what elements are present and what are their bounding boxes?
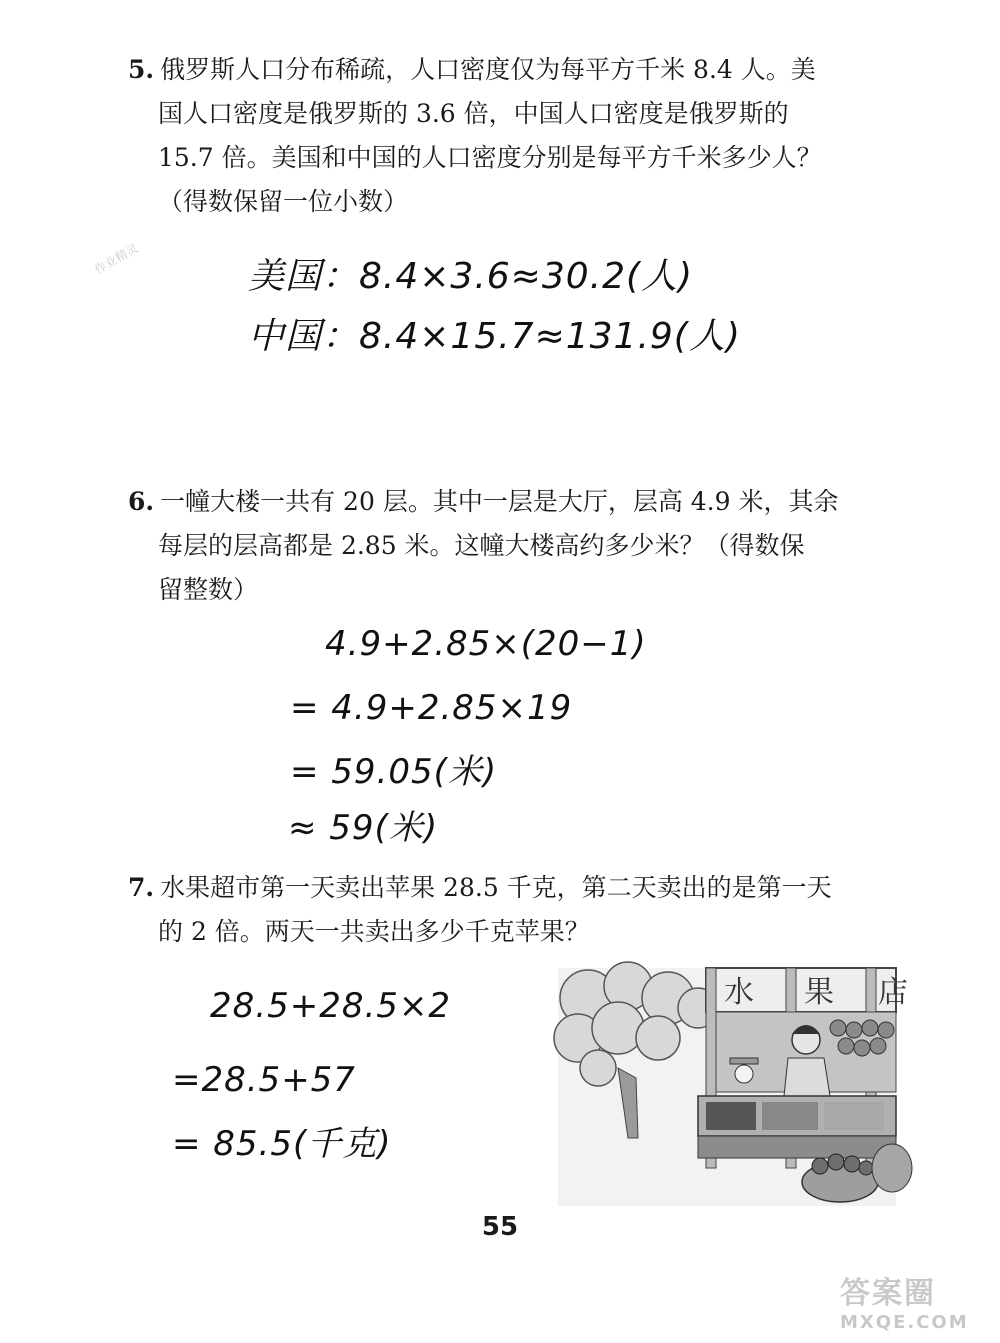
answer-line: = 85.5(千克) bbox=[172, 1124, 392, 1164]
problem-text-line: 15.7 倍。美国和中国的人口密度分别是每平方千米多少人？ bbox=[158, 143, 822, 172]
problem-text-line: （得数保留一位小数） bbox=[158, 187, 409, 216]
answer-line: 美国：8.4×3.6≈30.2(人) bbox=[248, 256, 694, 297]
watermark-logo-top: 答案圈 bbox=[840, 1276, 936, 1311]
answer-line: 4.9+2.85×(20−1) bbox=[325, 624, 647, 664]
problem-text-line: 每层的层高都是 2.85 米。这幢大楼高约多少米？（得数保 bbox=[158, 531, 805, 560]
problem-6 bbox=[128, 480, 908, 612]
sign-char: 果 bbox=[804, 975, 834, 1010]
fruit-shop-drawing bbox=[558, 968, 908, 1206]
watermark-logo bbox=[840, 1268, 980, 1338]
answer-line: ≈ 59(米) bbox=[288, 808, 439, 848]
problem-text-line: 的 2 倍。两天一共卖出多少千克苹果？ bbox=[158, 917, 590, 946]
problem-number: 6. bbox=[128, 487, 155, 516]
answer-line: 中国：8.4×15.7≈131.9(人) bbox=[248, 316, 741, 357]
answer-line: = 59.05(米) bbox=[290, 752, 498, 792]
sign-char: 水 bbox=[724, 975, 754, 1010]
answer-line: = 4.9+2.85×19 bbox=[290, 688, 573, 728]
problem-text-line: 俄罗斯人口分布稀疏，人口密度仅为每平方千米 8.4 人。美 bbox=[160, 55, 816, 84]
problem-number: 7. bbox=[128, 873, 155, 902]
problem-text-line: 水果超市第一天卖出苹果 28.5 千克，第二天卖出的是第一天 bbox=[160, 873, 832, 902]
problem-text-line: 留整数） bbox=[158, 575, 259, 604]
problem-text-line: 一幢大楼一共有 20 层。其中一层是大厅，层高 4.9 米，其余 bbox=[160, 487, 839, 516]
problem-text-line: 国人口密度是俄罗斯的 3.6 倍，中国人口密度是俄罗斯的 bbox=[158, 99, 789, 128]
fruit-shop-illustration bbox=[558, 968, 908, 1206]
watermark-stamp: 作业精灵 bbox=[91, 240, 141, 277]
problem-7 bbox=[128, 866, 908, 954]
page-number: 55 bbox=[481, 1212, 519, 1242]
problem-number: 5. bbox=[128, 55, 155, 84]
watermark-logo-bottom: MXQE.COM bbox=[840, 1312, 969, 1333]
sign-char: 店 bbox=[878, 975, 908, 1010]
problem-5 bbox=[128, 48, 908, 224]
answer-line: =28.5+57 bbox=[172, 1060, 356, 1100]
answer-line: 28.5+28.5×2 bbox=[210, 986, 452, 1026]
